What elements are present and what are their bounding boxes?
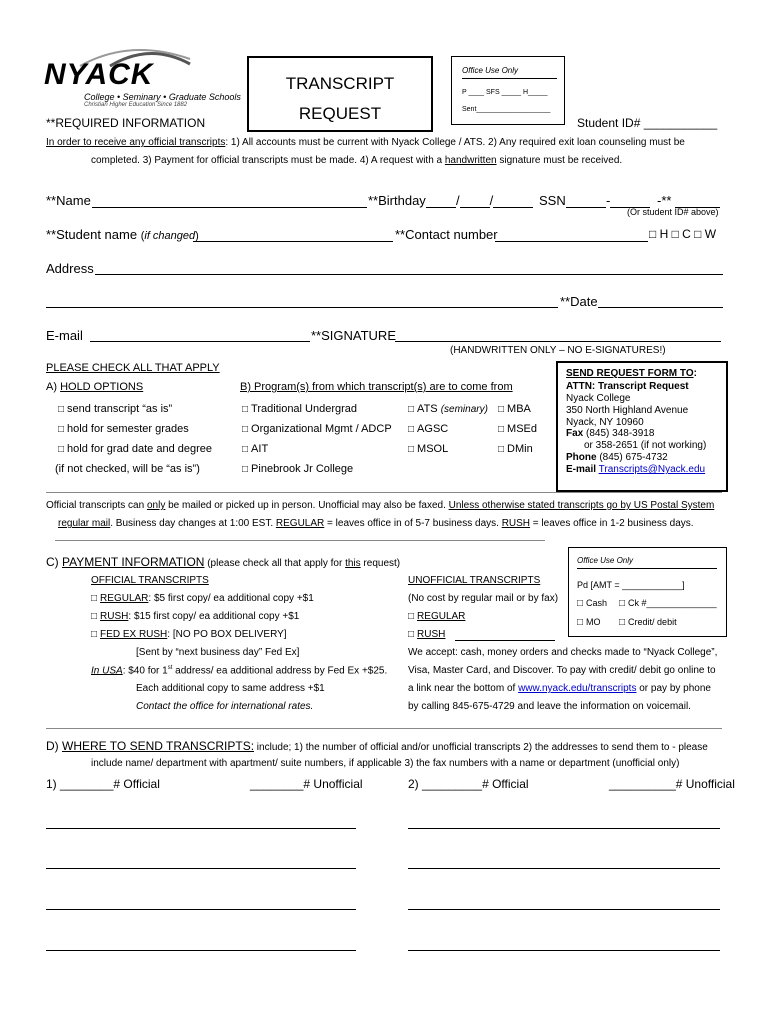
- pay-note-b: request): [360, 558, 401, 569]
- accept-4: by calling 845-675-4729 and leave the information on voicemail.: [408, 701, 691, 712]
- pay-each: Each additional copy to same address +$1: [136, 683, 325, 694]
- dest1-line-2[interactable]: [46, 868, 356, 869]
- if-changed-text: if changed: [144, 230, 196, 242]
- dest2-official[interactable]: 2) _________# Official: [408, 777, 529, 791]
- pay-sent-by: [Sent by “next business day” Fed Ex]: [136, 647, 300, 658]
- intro-line2a: completed. 3) Payment for official transcripts must be made. 4) A request with a: [91, 155, 445, 166]
- intro-handwritten: handwritten: [444, 155, 497, 166]
- dest1-line-3[interactable]: [46, 909, 356, 910]
- prog-p9: MSEd: [507, 423, 538, 435]
- prog-ait-checkbox[interactable]: □ AIT: [242, 443, 269, 455]
- signature-note: (HANDWRITTEN ONLY – NO E-SIGNATURES!): [450, 345, 666, 356]
- logo-name: NYACK: [44, 58, 154, 91]
- birthday-label: **Birthday: [368, 193, 426, 208]
- pay-reg: REGULAR: [100, 593, 149, 604]
- pay-rush-checkbox[interactable]: □ RUSH: $15 first copy/ ea additional copy +$1: [91, 611, 300, 622]
- unof-rush: RUSH: [417, 629, 446, 640]
- intro-rest: : 1) All accounts must be current with Nyack College / ATS. 2) Any required exit loan counseling must be: [225, 137, 685, 148]
- office-pay-credit[interactable]: □ Credit/ debit: [619, 617, 677, 628]
- prog-p5: ATS: [417, 403, 438, 415]
- pay-regular-checkbox[interactable]: □ REGULAR: $5 first copy/ ea additional copy +$1: [91, 593, 314, 604]
- prog-p1: Traditional Undergrad: [251, 403, 358, 415]
- prog-pinebrook-checkbox[interactable]: □ Pinebrook Jr College: [242, 463, 354, 475]
- send-to-phone: [566, 452, 668, 463]
- pay-usa-t2: address/ ea additional address by Fed Ex +$25.: [172, 665, 388, 677]
- student-name-label: **Student name (if changed): [46, 227, 199, 242]
- ssn-end: -**: [657, 193, 672, 208]
- pay-intl: Contact the office for international rates.: [136, 701, 314, 712]
- address-label: Address: [46, 261, 94, 276]
- pay-fedex-t: : [NO PO BOX DELIVERY]: [167, 629, 287, 640]
- dest2-line-2[interactable]: [408, 868, 720, 869]
- prog-p6: AGSC: [417, 423, 449, 435]
- prog-mba-checkbox[interactable]: □ MBA: [498, 403, 531, 415]
- ssn-label: SSN: [539, 193, 566, 208]
- prog-dmin-checkbox[interactable]: □ DMin: [498, 443, 533, 455]
- ssn-note: (Or student ID# above): [627, 207, 719, 217]
- address-input-2[interactable]: [46, 307, 558, 308]
- phone-type-checkboxes[interactable]: □ H □ C □ W: [649, 227, 717, 241]
- prog-msol-checkbox[interactable]: □ MSOL: [408, 443, 449, 455]
- official-heading: OFFICIAL TRANSCRIPTS: [91, 575, 209, 586]
- dest1-line-4[interactable]: [46, 950, 356, 951]
- pay-label: C): [46, 555, 62, 569]
- signature-input[interactable]: [395, 341, 721, 342]
- pay-usa: [91, 665, 387, 676]
- email-input[interactable]: [90, 341, 310, 342]
- student-name-input[interactable]: [193, 241, 393, 242]
- mn-b: be mailed or picked up in person. Unofficial may also be faxed.: [165, 500, 449, 511]
- prog-p7: MSOL: [417, 443, 449, 455]
- where-label: D): [46, 739, 62, 753]
- prog-p10: DMin: [507, 443, 533, 455]
- title-line1: TRANSCRIPT: [285, 74, 395, 93]
- prog-agsc-checkbox[interactable]: □ AGSC: [408, 423, 449, 435]
- pay-reg-t: : $5 first copy/ ea additional copy +$1: [148, 593, 314, 604]
- email-label: E-mail: [46, 328, 83, 343]
- student-name-text: **Student name: [46, 227, 138, 242]
- divider-1: [46, 492, 722, 493]
- unofficial-heading: UNOFFICIAL TRANSCRIPTS: [408, 575, 541, 586]
- unof-reg: REGULAR: [417, 611, 466, 622]
- contact-label: **Contact number: [395, 227, 498, 242]
- email-link[interactable]: Transcripts@Nyack.edu: [598, 464, 706, 475]
- contact-input[interactable]: [495, 241, 648, 242]
- send-to-title-text: SEND REQUEST FORM TO: [566, 368, 694, 379]
- student-id-field[interactable]: Student ID# ___________: [577, 116, 718, 130]
- name-input[interactable]: [92, 207, 367, 208]
- accept-2: Visa, Master Card, and Discover. To pay with credit/ debit go online to: [408, 665, 716, 676]
- dest2-line-3[interactable]: [408, 909, 720, 910]
- pay-usa-t1: : $40 for 1: [122, 665, 168, 677]
- mn-e: . Business day changes at 1:00 EST.: [110, 518, 276, 529]
- mn-only: only: [146, 500, 166, 511]
- phone-label: Phone: [566, 452, 597, 463]
- prog-p5b: (seminary): [440, 404, 488, 415]
- address-input[interactable]: [95, 274, 723, 275]
- hold-opt1-label: send transcript “as is”: [67, 403, 173, 415]
- title-line2: REQUEST: [298, 104, 382, 123]
- dest1-official[interactable]: 1) ________# Official: [46, 777, 160, 791]
- date-input[interactable]: [598, 307, 723, 308]
- office-pay-mo[interactable]: □ MO: [577, 617, 601, 628]
- send-to-l3: Nyack, NY 10960: [566, 417, 644, 428]
- divider-3: [46, 728, 722, 729]
- send-to-box: [556, 361, 728, 492]
- pay-fedex: FED EX RUSH: [100, 629, 168, 640]
- accept-3: [408, 683, 711, 694]
- logo-tagline: College • Seminary • Graduate Schools: [84, 92, 241, 102]
- payment-heading: [46, 555, 400, 569]
- logo-since: Christian Higher Education Since 1882: [84, 102, 188, 108]
- office-pay-pd: Pd [AMT = ____________]: [577, 580, 685, 590]
- dest2-unofficial[interactable]: __________# Unofficial: [609, 777, 735, 791]
- send-to-attn: ATTN: Transcript Request: [566, 381, 689, 392]
- office-pay-cash[interactable]: □ Cash: [577, 598, 608, 609]
- accept-3a: a link near the bottom of: [408, 683, 519, 694]
- hold-options-heading: [46, 381, 143, 393]
- pay-usa-sup: st: [167, 665, 173, 671]
- send-to-email: [566, 464, 705, 475]
- required-info-heading: **REQUIRED INFORMATION: [46, 116, 206, 130]
- send-to-l1: Nyack College: [566, 393, 631, 404]
- title-box: [247, 56, 433, 132]
- mn-regular: REGULAR: [275, 518, 325, 529]
- logo: [40, 44, 240, 114]
- accept-1: We accept: cash, money orders and checks made to “Nyack College”,: [408, 647, 718, 658]
- office-cash: Cash: [586, 598, 608, 608]
- mn-f: = leaves office in of 5-7 business days.: [324, 518, 502, 529]
- mn-c: Unless otherwise stated transcripts go by US Postal System: [448, 500, 715, 511]
- office-use-title: Office Use Only: [462, 66, 519, 75]
- birthday-input[interactable]: / /: [426, 193, 533, 208]
- pay-title: PAYMENT INFORMATION: [62, 555, 205, 569]
- phone-number: (845) 675-4732: [599, 452, 668, 463]
- intro-line2: [91, 155, 622, 166]
- office-use-sent: Sent___________________: [462, 106, 551, 113]
- where-line2: include name/ department with apartment/ suite numbers, if applicable 3) the fax numbers with a name or department (unofficial only): [91, 758, 680, 769]
- hold-as-is-checkbox[interactable]: □ send transcript “as is”: [58, 403, 173, 415]
- transcripts-link[interactable]: www.nyack.edu/transcripts: [518, 683, 637, 694]
- office-pay-title: Office Use Only: [577, 556, 634, 565]
- programs-heading: B) Program(s) from which transcript(s) are to come from: [240, 381, 513, 393]
- name-label: **Name: [46, 193, 91, 208]
- no-cost-note: (No cost by regular mail or by fax): [408, 593, 559, 604]
- accept-3b: or pay by phone: [636, 683, 711, 694]
- hold-grad-checkbox[interactable]: □ hold for grad date and degree: [58, 443, 212, 455]
- ssn-input[interactable]: -: [566, 193, 650, 208]
- fax-label: Fax: [566, 428, 584, 439]
- date-label: **Date: [560, 294, 598, 309]
- prog-trad-checkbox[interactable]: □ Traditional Undergrad: [242, 403, 358, 415]
- dest2-line-1[interactable]: [408, 828, 720, 829]
- where-title: WHERE TO SEND TRANSCRIPTS:: [62, 739, 255, 753]
- mn-a: Official transcripts can: [46, 500, 147, 511]
- prog-p8: MBA: [507, 403, 531, 415]
- mail-note-line2: [58, 518, 694, 529]
- office-use-pay: [568, 547, 727, 637]
- office-use-top: [451, 56, 565, 125]
- fax-number: (845) 348-3918: [586, 428, 655, 439]
- pay-rush-t: : $15 first copy/ ea additional copy +$1: [128, 611, 300, 622]
- send-to-fax: [566, 428, 654, 439]
- pay-note-this: this: [345, 558, 361, 569]
- prog-ats-checkbox[interactable]: □ ATS (seminary): [408, 403, 488, 415]
- pay-note-a: (please check all that apply for: [204, 558, 346, 569]
- prog-p3: AIT: [251, 443, 269, 455]
- prog-p4: Pinebrook Jr College: [251, 463, 354, 475]
- unof-rush-checkbox[interactable]: □ RUSH: [408, 629, 446, 640]
- prog-org-checkbox[interactable]: □ Organizational Mgmt / ADCP: [242, 423, 392, 435]
- pay-usa-label: In USA: [91, 665, 123, 677]
- send-to-title: SEND REQUEST FORM TO:: [566, 368, 697, 379]
- prog-msed-checkbox[interactable]: □ MSEd: [498, 423, 538, 435]
- unof-regular-checkbox[interactable]: □ REGULAR: [408, 611, 466, 622]
- intro-line1: [46, 137, 685, 148]
- unof-rush-input[interactable]: [455, 640, 555, 641]
- send-to-fax2: or 358-2651 (if not working): [584, 440, 707, 451]
- pay-fedex-checkbox[interactable]: □ FED EX RUSH: [NO PO BOX DELIVERY]: [91, 629, 287, 640]
- mn-rush: RUSH: [501, 518, 531, 529]
- where-t1: include; 1) the number of official and/or unofficial transcripts 2) the addresses to send them to - please: [254, 742, 708, 753]
- divider-2: [55, 540, 545, 541]
- where-line1: [46, 739, 708, 753]
- dest1-line-1[interactable]: [46, 828, 356, 829]
- pay-rush: RUSH: [100, 611, 129, 622]
- send-to-l2: 350 North Highland Avenue: [566, 405, 689, 416]
- check-all-heading: PLEASE CHECK ALL THAT APPLY: [46, 362, 220, 374]
- office-credit: Credit/ debit: [628, 617, 677, 627]
- prog-p2: Organizational Mgmt / ADCP: [251, 423, 392, 435]
- intro-lead: In order to receive any official transcripts: [46, 137, 226, 148]
- dest1-unofficial[interactable]: ________# Unofficial: [250, 777, 363, 791]
- hold-semester-checkbox[interactable]: □ hold for semester grades: [58, 423, 189, 435]
- hold-title: HOLD OPTIONS: [60, 381, 144, 393]
- mn-g: = leaves office in 1-2 business days.: [530, 518, 694, 529]
- intro-line2b: signature must be received.: [496, 155, 623, 166]
- hold-note: (if not checked, will be “as is”): [55, 463, 200, 475]
- mn-d: regular mail: [58, 518, 111, 529]
- hold-opt2-label: hold for semester grades: [67, 423, 189, 435]
- hold-label: A): [46, 381, 61, 393]
- signature-label: **SIGNATURE: [311, 328, 396, 343]
- office-pay-ck[interactable]: □ Ck #______________: [619, 598, 717, 609]
- office-ck: Ck #______________: [628, 598, 717, 608]
- email-label-box: E-mail: [566, 464, 597, 475]
- mail-note-line1: [46, 500, 714, 511]
- hold-opt3-label: hold for grad date and degree: [67, 443, 212, 455]
- dest2-line-4[interactable]: [408, 950, 720, 951]
- office-mo: MO: [586, 617, 601, 627]
- office-use-p: P ____ SFS _____ H_____: [462, 89, 548, 96]
